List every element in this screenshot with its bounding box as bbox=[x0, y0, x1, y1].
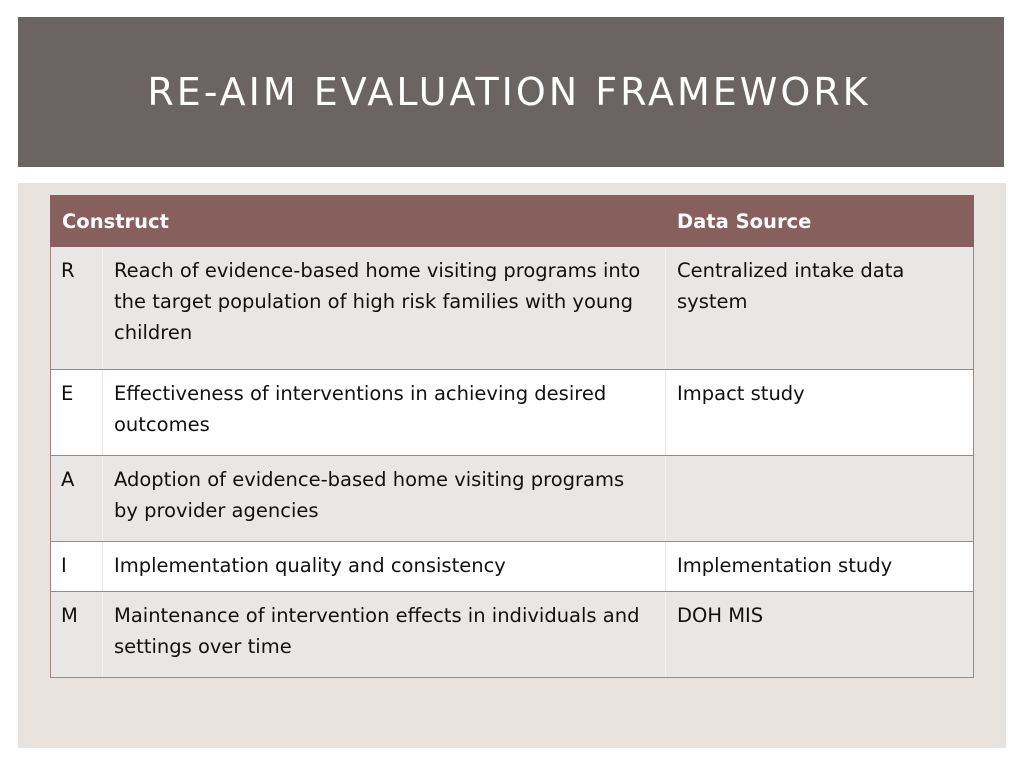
data-source-cell bbox=[666, 456, 974, 542]
construct-header: Construct bbox=[51, 196, 666, 247]
slide-title: RE-AIM EVALUATION FRAMEWORK bbox=[147, 70, 871, 114]
construct-letter: M bbox=[51, 592, 103, 678]
construct-description: Effectiveness of interventions in achieving desired outcomes bbox=[103, 370, 666, 456]
construct-letter: E bbox=[51, 370, 103, 456]
construct-letter: R bbox=[51, 247, 103, 370]
construct-letter: I bbox=[51, 542, 103, 592]
title-band bbox=[18, 17, 1004, 167]
table-row bbox=[51, 592, 974, 678]
construct-description: Adoption of evidence-based home visiting programs by provider agencies bbox=[103, 456, 666, 542]
table-header-row bbox=[51, 196, 974, 247]
construct-description: Reach of evidence-based home visiting programs into the target population of high risk families with young children bbox=[103, 247, 666, 370]
construct-description: Implementation quality and consistency bbox=[103, 542, 666, 592]
table-row bbox=[51, 247, 974, 370]
table-row bbox=[51, 370, 974, 456]
construct-description: Maintenance of intervention effects in individuals and settings over time bbox=[103, 592, 666, 678]
construct-letter: A bbox=[51, 456, 103, 542]
table-row bbox=[51, 456, 974, 542]
data-source-cell: Impact study bbox=[666, 370, 974, 456]
table-row bbox=[51, 542, 974, 592]
data-source-cell: Implementation study bbox=[666, 542, 974, 592]
data-source-cell: Centralized intake data system bbox=[666, 247, 974, 370]
data-source-cell: DOH MIS bbox=[666, 592, 974, 678]
re-aim-table bbox=[50, 195, 974, 678]
data-source-header: Data Source bbox=[666, 196, 974, 247]
